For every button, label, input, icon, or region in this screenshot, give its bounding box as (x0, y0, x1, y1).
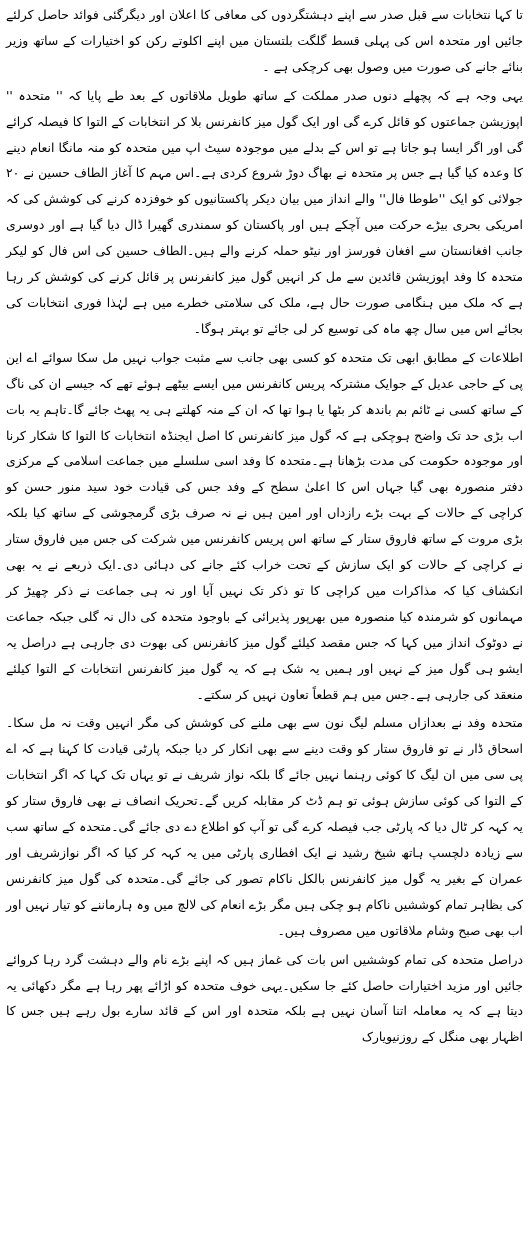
article-paragraph-1: تا کہا نتخابات سے قبل صدر سے اپنے دہشتگردوں کی معافی کا اعلان اور دیگرگئی فوائد حاصل کرلئے جائیں اور متحدہ اس کی پہلی قسط گلگت بلتستان میں اپنے اکلوتے رکن کو اختیارات کے ساتھ وزیر بنائے جانے کی صورت میں وصول بھی کرچکی ہے ۔ (6, 7, 523, 74)
article-paragraph-4: متحدہ وفد نے بعدازاں مسلم لیگ نون سے بھی ملنے کی کوشش کی مگر انہیں وقت نہ مل سکا۔اسحاق ڈار نے تو فاروق ستار کو وقت دینے سے بھی انکار کر دیا جبکہ پارٹی قیادت کا کہنا ہے کہ اے پی سی میں ان لیگ کا کوئی رہنما نہیں جائے گا بلکہ نواز شریف نے تو یہاں تک کہا کہ اگر انتخابات کے التوا کی کوئی سازش ہوئی تو ہم ڈٹ کر مقابلہ کریں گے۔تحریک انصاف نے بھی فاروق ستار کو یہ کہہ کر ٹال دیا کہ پارٹی جب فیصلہ کرے گی تو آپ کو اطلاع دے دی جائے گی۔متحدہ کے ساتھ سب سے زیادہ دلچسپ ہاتھ شیخ رشید نے ایک افطاری پارٹی میں یہ کہہ کر کیا کہ اگر نوازشریف اور عمران کے بغیر یہ گول میز کانفرنس بالکل ناکام تصور کی جائے گی۔متحدہ کی گول میز کانفرنس کی بظاہر تمام کوششیں ناکام ہو چکی ہیں مگر بڑے انعام کی لالچ میں وہ ہارماننے کو تیار نہیں اور اب بھی صبح وشام ملاقاتوں میں مصروف ہیں۔ (6, 715, 523, 938)
article-paragraph-3: اطلاعات کے مطابق ابھی تک متحدہ کو کسی بھی جانب سے مثبت جواب نہیں مل سکا سوائے اے این پی کے حاجی عدیل کے جوایک مشترکہ پریس کانفرنس میں ایسے بیٹھے ہوئے تھے کہ جیسے ان کی ناگ کے ساتھ کسی نے ٹائم بم باندھ کر بٹھا یا ہوا تھا کہ ان کے منہ کھلتے ہی یہ پھٹ جائے گا۔تاہم یہ بات اب بڑی حد تک واضح ہوچکی ہے کہ گول میز کانفرنس کا اصل ایجنڈہ انتخابات کا التوا کا شکار کرنا اور موجودہ حکومت کی مدت بڑھانا ہے۔متحدہ کا وفد اسی سلسلے میں جماعت اسلامی کے مرکزی دفتر منصورہ بھی گیا جہاں اس کا اعلیٰ سطح کے وفد جس کی قیادت خود سید منور حسن کو کراچی کے حالات کے بہت بڑے رازداں اور امین ہیں نے نہ صرف بڑی گرمجوشی کے ساتھ کیا بلکہ بڑی مروت کے ساتھ فاروق ستار کے ساتھ اس پریس کانفرنس میں شرکت کی جس میں فاروق ستار نے کراچی کے حالات کو ایک سازش کے تحت خراب کئے جانے کی دہائی دی۔ایک ذریعے نے یہ بھی انکشاف کیا کہ مذاکرات میں کراچی کا تو ذکر تک نہیں آیا اور نہ ہی جماعت نے ذکر چھیڑ کر مہمانوں کو شرمندہ کیا منصورہ میں بھرپور پذیرائی کے باوجود متحدہ کی دال نہ گلی جبکہ جماعت نے دوٹوک انداز میں کہا کہ جس مقصد کیلئے گول میز کانفرنس کی بھوت دی جارہی ہے دراصل یہ ایشو ہی گول میز کے نہیں اور ہمیں یہ شک ہے کہ یہ گول میز کانفرنس انتخابات کے التوا کیلئے منعقد کی جارہی ہے۔جس میں ہم قطعاً تعاون نہیں کر سکتے۔ (6, 349, 523, 702)
article-paragraph-5: دراصل متحدہ کی تمام کوششیں اس بات کی غماز ہیں کہ اپنے بڑے نام والے دہشت گرد رہا کروائے جائیں اور مزید اختیارات حاصل کئے جا سکیں۔یہی خوف متحدہ کو اڑائے پھر رہا ہے مگر دکھائی یہ دیتا ہے کہ یہ معاملہ اتنا آسان نہیں ہے بلکہ متحدہ اور اس کے قائد سارے بول رہے ہیں جس کا اظہار بھی منگل کے روزنیویارک (6, 951, 523, 1045)
article-paragraph-2: یہی وجہ ہے کہ پچھلے دنوں صدر مملکت کے ساتھ طویل ملاقاتوں کے بعد طے پایا کہ '' متحدہ '' اپوزیشن جماعتوں کو قائل کرے گی اور ایک گول میز کانفرنس بلا کر انتخابات کے التوا کا فیصلہ کرائے گی اور اگر ایسا ہو جاتا ہے تو اس کے بدلے میں موجودہ سیٹ اپ میں متحدہ کو منہ مانگا انعام دینے کا وعدہ کیا گیا ہے جس پر متحدہ نے بھاگ دوڑ شروع کردی ہے۔اس مہم کا آغاز الطاف حسین نے ۲۰ جولائی کو ایک ''طوطا فال'' والے انداز میں بیان دیکر پاکستانیوں کو خوفزدہ کرنے کی کوشش کی کہ امریکی بحری بیڑے حرکت میں آچکے ہیں اور پاکستان کو سمندری گھیرا ڈال دیا گیا ہے اور دوسری جانب افغانستان سے افغان فورسز اور نیٹو حملہ کرنے والے ہیں۔الطاف حسین کی اس فال کو لیکر متحدہ کا وفد اپوزیشن قائدین سے مل کر انہیں گول میز کانفرنس پر قائل کرنے کی کوشش کر رہا ہے کہ ملک میں ہنگامی صورت حال ہے، ملک کی سلامتی خطرے میں ہے لہٰذا فوری انتخابات کی بجائے اس میں سال چھ ماہ کی توسیع کر لی جائے تو بہتر ہوگا۔ (6, 87, 523, 336)
